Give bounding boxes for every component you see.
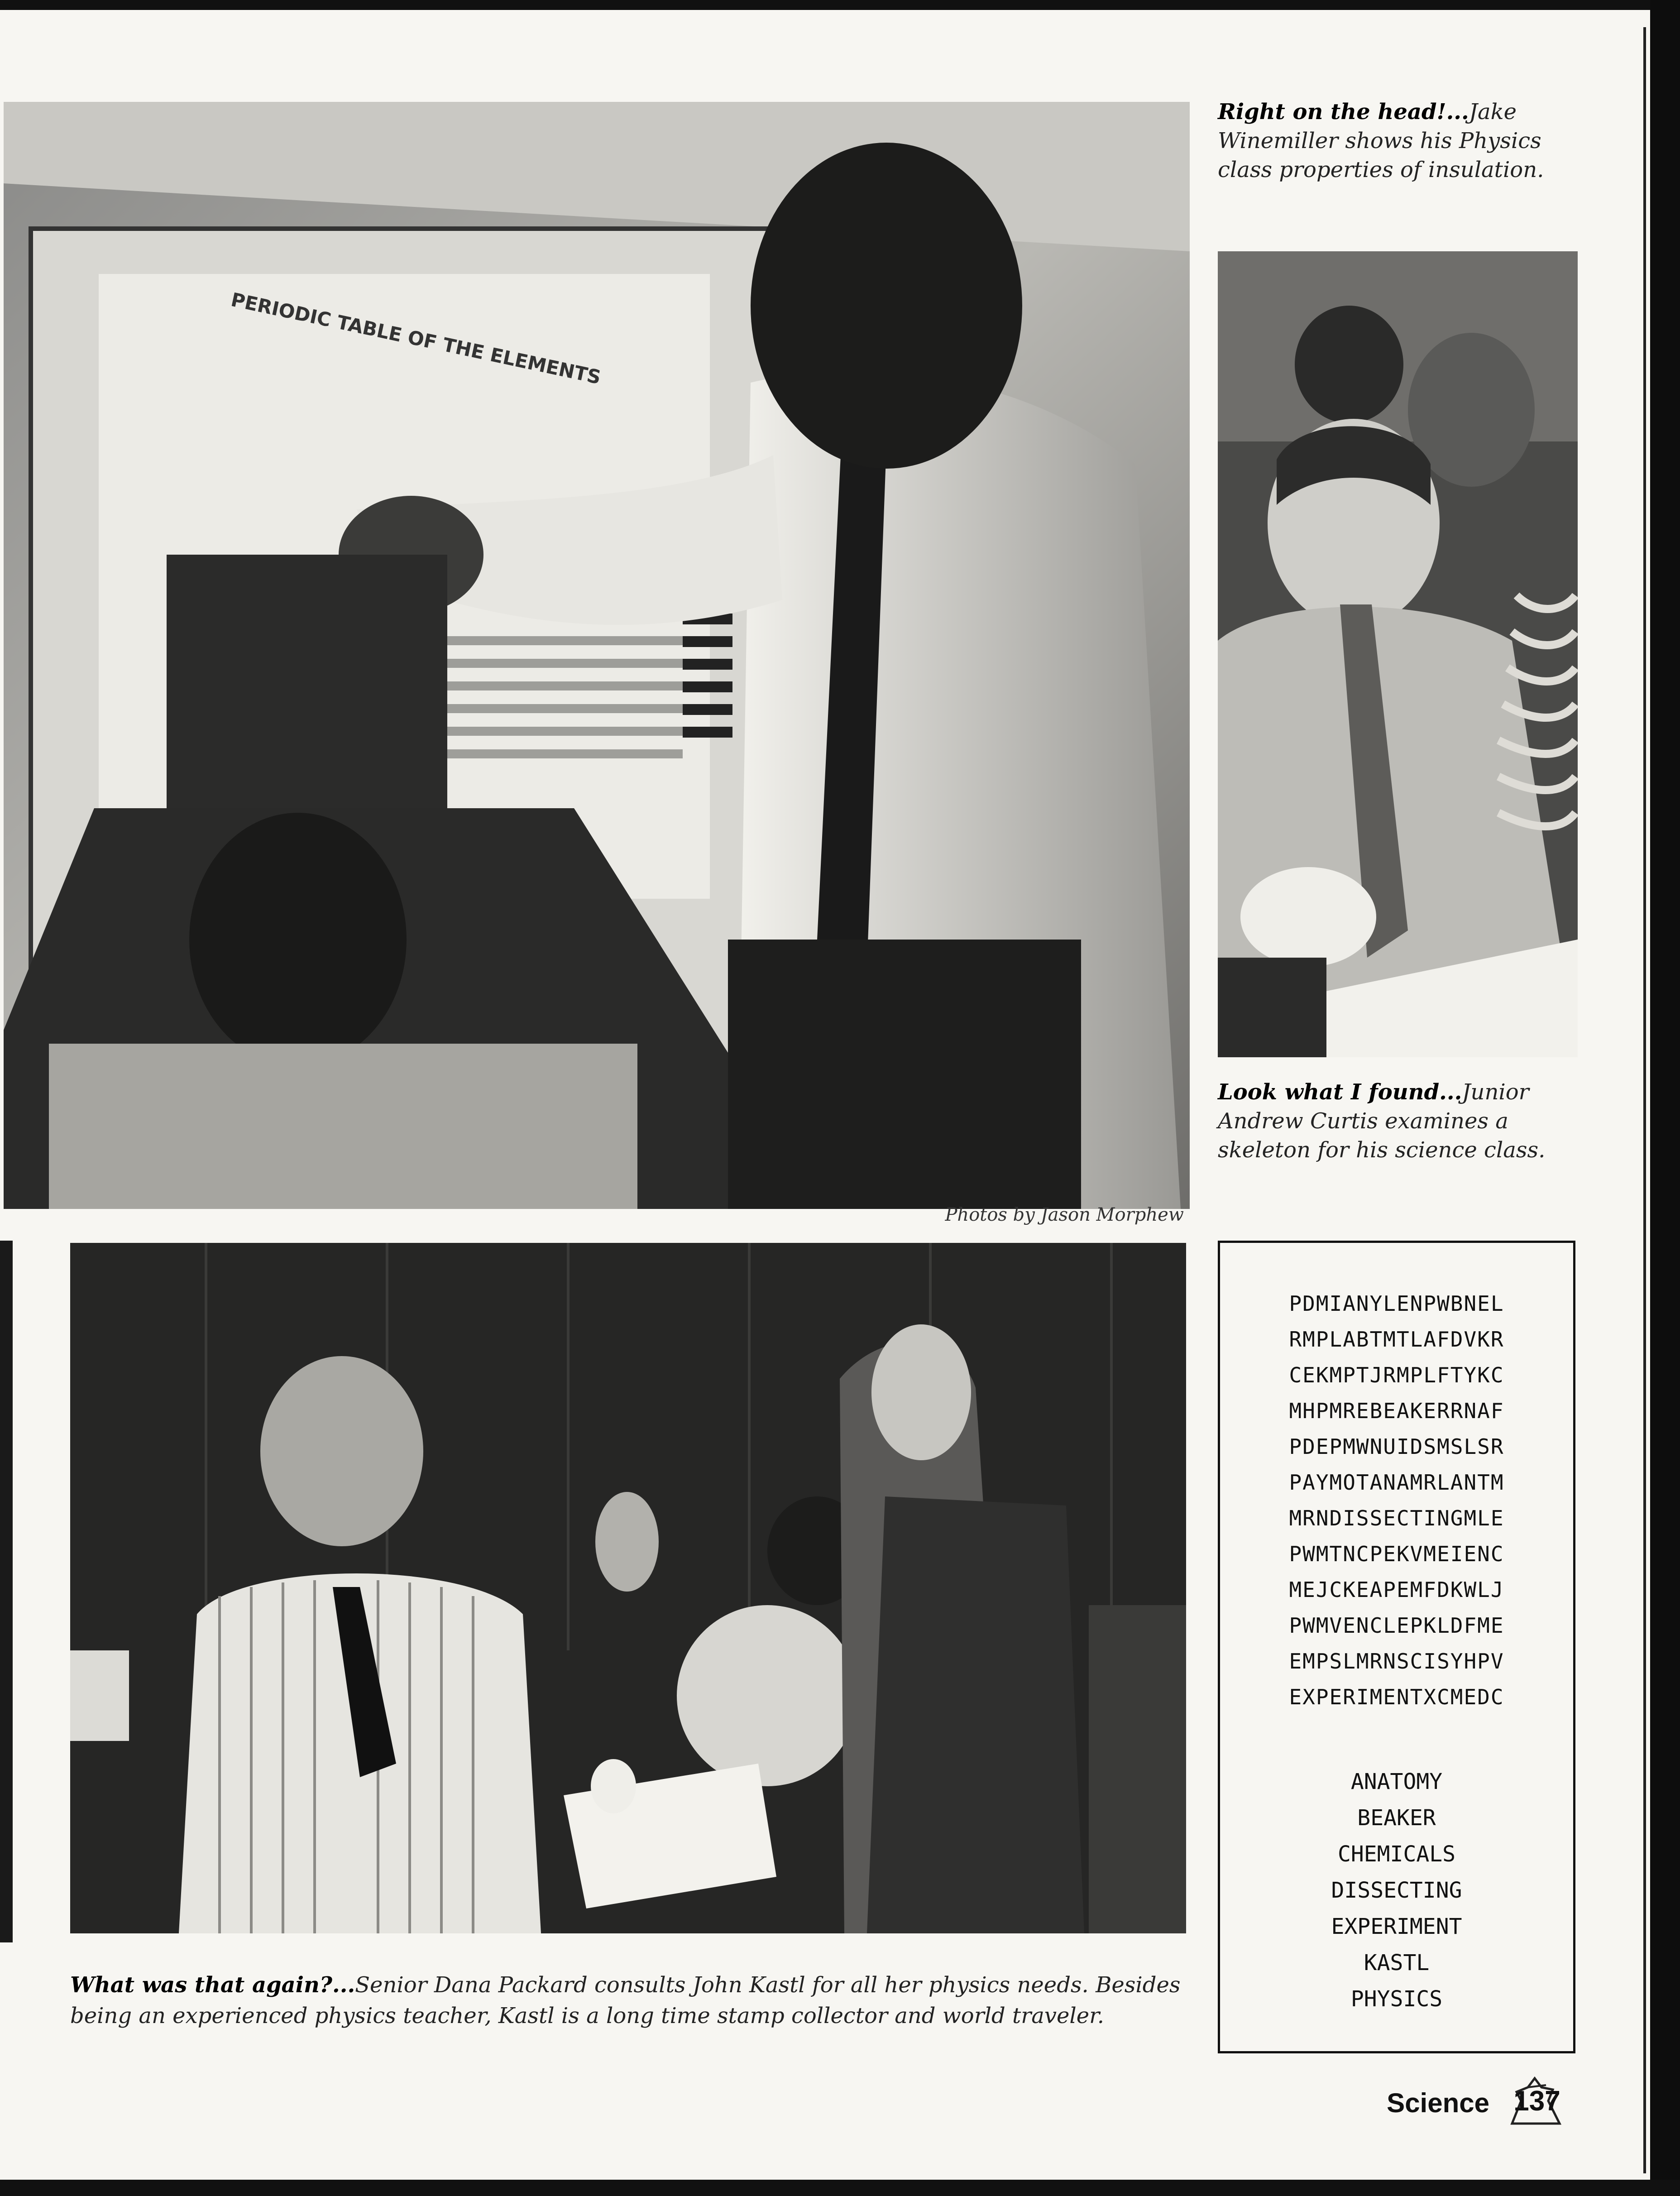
periodic-table-sign: PERIODIC TABLE OF THE ELEMENTS <box>229 288 603 389</box>
word-search-box <box>1218 1241 1575 2053</box>
word-list-item: KASTL <box>1364 1950 1430 1975</box>
grid-row: MRNDISSECTINGMLE <box>1289 1506 1504 1530</box>
word-list-item: EXPERIMENT <box>1331 1914 1462 1939</box>
grid-row: PAYMOTANAMRLANTM <box>1289 1470 1504 1495</box>
grid-row: EMPSLMRNSCISYHPV <box>1289 1649 1504 1673</box>
photo-credit: Photos by Jason Morphew <box>945 1204 1184 1225</box>
grid-row: RMPLABTMTLAFDVKR <box>1289 1327 1504 1352</box>
caption-insulation <box>1218 97 1589 184</box>
caption-insulation-body: Jake Winemiller shows his Physics class properties of insulation. <box>1218 99 1544 182</box>
word-list <box>1220 1764 1573 2017</box>
grid-row: PDEPMWNUIDSMSLSR <box>1289 1434 1504 1459</box>
photo-teacher-consult <box>70 1243 1186 1933</box>
caption-consult-lead: What was that again?... <box>70 1972 355 1998</box>
word-list-item: BEAKER <box>1357 1805 1436 1831</box>
page-bottom-edge <box>0 2180 1680 2196</box>
word-list-item: ANATOMY <box>1350 1769 1443 1794</box>
word-list-item: CHEMICALS <box>1337 1841 1456 1867</box>
photo-skeleton-student <box>1218 251 1578 1057</box>
page-number: 137 <box>1513 2086 1560 2117</box>
grid-row: CEKMPTJRMPLFTYKC <box>1289 1363 1504 1387</box>
grid-row: PDMIANYLENPWBNEL <box>1289 1291 1504 1316</box>
footer-section-title: Science <box>1387 2088 1489 2118</box>
page-top-edge <box>0 0 1680 10</box>
caption-skeleton-body: Junior Andrew Curtis examines a skeleton for his science class. <box>1218 1079 1546 1163</box>
grid-row: MHPMREBEAKERRNAF <box>1289 1399 1504 1423</box>
grid-row: MEJCKEAPEMFDKWLJ <box>1289 1577 1504 1602</box>
grid-row: PWMTNCPEKVMEIENC <box>1289 1542 1504 1566</box>
page-left-strip <box>0 1241 13 1942</box>
caption-consult <box>70 1970 1188 2031</box>
grid-row: EXPERIMENTXCMEDC <box>1289 1685 1504 1709</box>
caption-insulation-lead: Right on the head!... <box>1218 99 1469 125</box>
caption-skeleton-lead: Look what I found... <box>1218 1079 1462 1105</box>
page-right-edge <box>1650 0 1680 2196</box>
word-list-item: PHYSICS <box>1350 1986 1443 2012</box>
page-binding-line <box>1643 27 1646 2173</box>
word-search-grid <box>1220 1286 1573 1715</box>
caption-skeleton <box>1218 1078 1589 1165</box>
photo-periodic-table <box>4 102 1190 1209</box>
grid-row: PWMVENCLEPKLDFME <box>1289 1613 1504 1638</box>
caption-consult-body: Senior Dana Packard consults John Kastl for all her physics needs. Besides being an experienced physics teacher, Kastl is a long time stamp collector and world traveler. <box>70 1972 1181 2028</box>
word-list-item: DISSECTING <box>1331 1878 1462 1903</box>
